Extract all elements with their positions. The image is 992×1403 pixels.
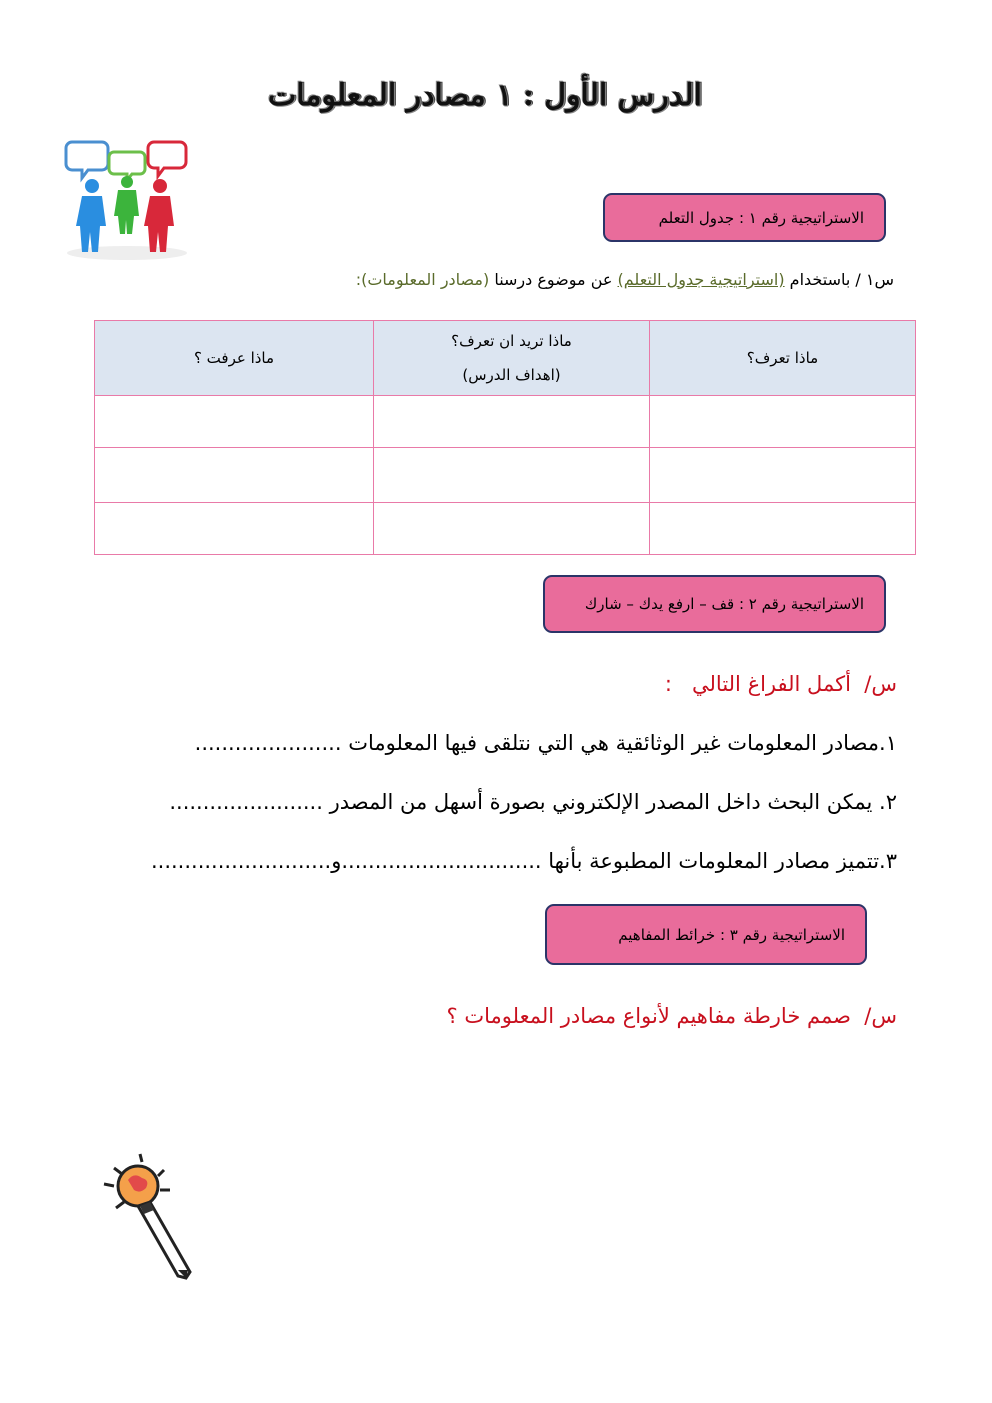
question-3-heading: س/ صمم خارطة مفاهيم لأنواع مصادر المعلومات ؟ bbox=[446, 1004, 897, 1028]
header-learned: ماذا عرفت ؟ bbox=[95, 321, 374, 396]
table-cell[interactable] bbox=[95, 503, 374, 555]
table-cell[interactable] bbox=[374, 396, 650, 448]
table-cell[interactable] bbox=[374, 448, 650, 503]
table-cell[interactable] bbox=[95, 396, 374, 448]
question-1-topic: (مصادر المعلومات): bbox=[355, 270, 490, 289]
table-row bbox=[95, 396, 916, 448]
strategy-2-label bbox=[543, 575, 886, 633]
header-want-to-know bbox=[374, 321, 650, 396]
table-header-row bbox=[95, 321, 916, 396]
strategy-3-text: الاستراتيجية رقم ٣ : خرائط المفاهيم bbox=[618, 925, 845, 944]
table-cell[interactable] bbox=[95, 448, 374, 503]
blank-line-1: ١.مصادر المعلومات غير الوثائقية هي التي نتلقى فيها المعلومات ...................... bbox=[194, 731, 897, 755]
question-1 bbox=[356, 270, 894, 289]
table-cell[interactable] bbox=[650, 396, 916, 448]
strategy-2-text: الاستراتيجية رقم ٢ : قف – ارفع يدك – شارك bbox=[584, 595, 864, 613]
lightbulb-pencil-icon bbox=[100, 1150, 200, 1282]
question-1-middle: عن موضوع درسنا bbox=[489, 270, 618, 289]
people-talking-icon bbox=[62, 138, 192, 262]
header-goals-text: (اهداف الدرس) bbox=[462, 366, 561, 384]
strategy-link: (استراتيجية جدول التعلم) bbox=[617, 270, 785, 289]
lesson-title: الدرس الأول : ١ مصادر المعلومات bbox=[268, 78, 702, 113]
strategy-1-label bbox=[603, 193, 886, 242]
blank-line-2: ٢. يمكن البحث داخل المصدر الإلكتروني بصورة أسهل من المصدر ....................... bbox=[169, 790, 897, 814]
table-cell[interactable] bbox=[374, 503, 650, 555]
table-row bbox=[95, 448, 916, 503]
question-2-heading: س/ أكمل الفراغ التالي : bbox=[664, 672, 897, 696]
header-know: ماذا تعرف؟ bbox=[650, 321, 916, 396]
question-1-prefix: س١ / باستخدام bbox=[784, 270, 894, 289]
kwl-table bbox=[94, 320, 916, 555]
blank-line-3: ٣.تتميز مصادر المعلومات المطبوعة بأنها ..............................و........................... bbox=[150, 849, 897, 873]
table-row bbox=[95, 503, 916, 555]
strategy-3-label bbox=[545, 904, 867, 965]
table-cell[interactable] bbox=[650, 503, 916, 555]
strategy-1-text: الاستراتيجية رقم ١ : جدول التعلم bbox=[658, 208, 864, 227]
header-want-text: ماذا تريد ان تعرف؟ bbox=[451, 332, 572, 350]
table-cell[interactable] bbox=[650, 448, 916, 503]
